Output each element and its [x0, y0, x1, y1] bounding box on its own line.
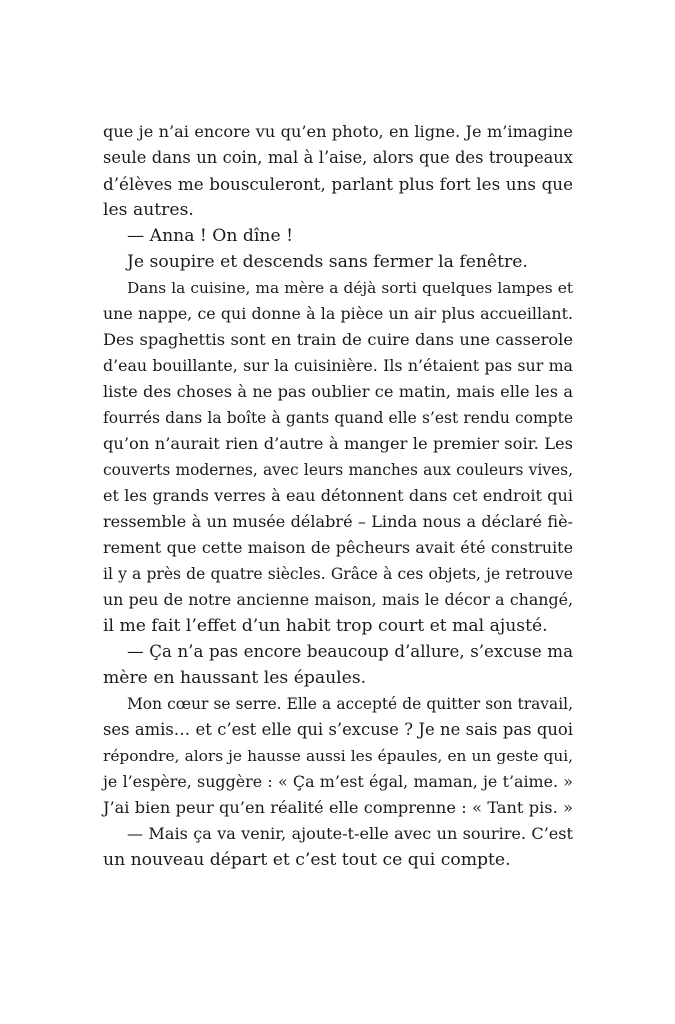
text-line: fourrés dans la boîte à gants quand elle s’est rendu compte — [103, 409, 573, 427]
text-line: que je n’ai encore vu qu’en photo, en ligne. Je m’imagine — [103, 122, 573, 141]
text-line: il me fait l’effet d’un habit trop court et mal ajusté. — [103, 616, 548, 636]
text-line: — Ça n’a pas encore beaucoup d’allure, s’excuse ma — [127, 642, 573, 661]
text-line: couverts modernes, avec leurs manches aux couleurs vives, — [103, 461, 573, 479]
body-text — [103, 119, 573, 873]
text-line: un nouveau départ et c’est tout ce qui compte. — [103, 850, 511, 870]
text-line: qu’on n’aurait rien d’autre à manger le premier soir. Les — [103, 434, 573, 453]
text-line: mère en haussant les épaules. — [103, 668, 367, 688]
text-line: rement que cette maison de pêcheurs avait été construite — [103, 538, 573, 557]
text-line: liste des choses à ne pas oublier ce matin, mais elle les a — [103, 382, 573, 401]
text-line: d’élèves me bousculeront, parlant plus fort les uns que — [103, 174, 573, 194]
text-line: les autres. — [103, 200, 194, 220]
text-line: Dans la cuisine, ma mère a déjà sorti quelques lampes et — [127, 279, 573, 297]
text-line: — Mais ça va venir, ajoute-t-elle avec un sourire. C’est — [127, 824, 573, 843]
text-line: seule dans un coin, mal à l’aise, alors que des troupeaux — [103, 148, 573, 167]
text-line: Mon cœur se serre. Elle a accepté de quitter son travail, — [127, 695, 573, 713]
text-line: et les grands verres à eau détonnent dans cet endroit qui — [103, 486, 573, 505]
text-line: — Anna ! On dîne ! — [127, 226, 294, 246]
text-line: un peu de notre ancienne maison, mais le décor a changé, — [103, 590, 573, 609]
text-line: Des spaghettis sont en train de cuire dans une casserole — [103, 330, 573, 349]
text-line: Je soupire et descends sans fermer la fenêtre. — [127, 252, 528, 272]
text-line: il y a près de quatre siècles. Grâce à ces objets, je retrouve — [103, 565, 573, 583]
text-line: J’ai bien peur qu’en réalité elle comprenne : « Tant pis. » — [103, 798, 573, 817]
text-line: d’eau bouillante, sur la cuisinière. Ils n’étaient pas sur ma — [103, 356, 573, 375]
text-line: une nappe, ce qui donne à la pièce un air plus accueillant. — [103, 304, 573, 323]
text-line: je l’espère, suggère : « Ça m’est égal, maman, je t’aime. » — [103, 772, 573, 791]
text-line: ressemble à un musée délabré – Linda nous a déclaré fiè- — [103, 512, 573, 531]
text-line: ses amis… et c’est elle qui s’excuse ? Je ne sais pas quoi — [103, 720, 573, 739]
text-line: répondre, alors je hausse aussi les épaules, en un geste qui, — [103, 747, 573, 765]
